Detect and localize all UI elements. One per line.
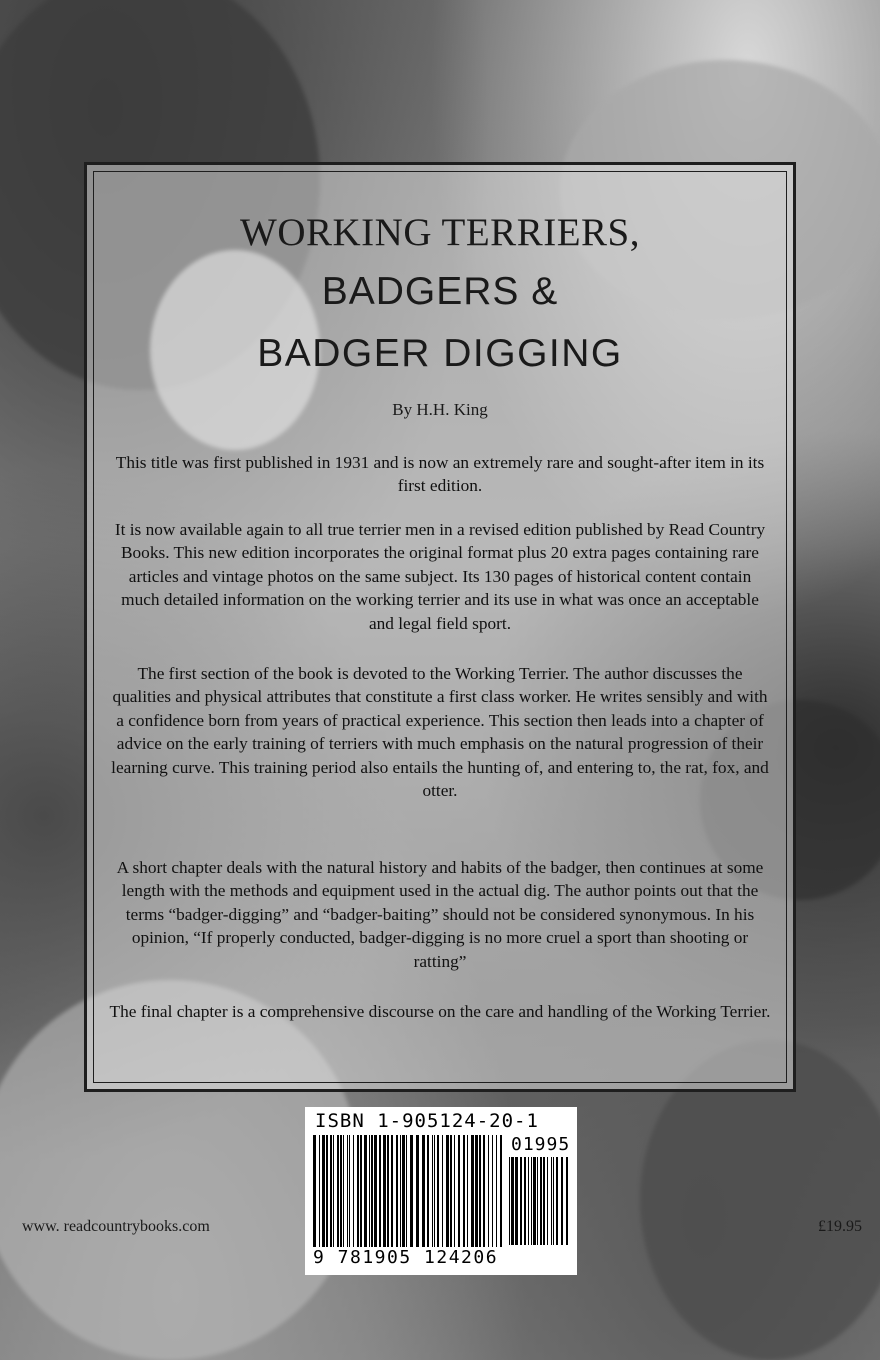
barcode-bar — [383, 1135, 386, 1247]
barcode-bar — [326, 1135, 328, 1247]
barcode-bar — [492, 1135, 493, 1247]
barcode-bar — [531, 1157, 532, 1245]
barcode-bar — [547, 1157, 548, 1245]
barcode-bar — [410, 1135, 413, 1247]
paragraph-4: A short chapter deals with the natural history and habits of the badger, then continues at some length with the methods and equipment used in the actual dig. The author points out that the terms “badger-digging” and “badger-baiting” should not be considered synonymous. In his opinion, “If properly conducted, badger-digging is no more cruel a sport than shooting or ratting” — [116, 858, 764, 971]
barcode-bar — [369, 1135, 370, 1247]
barcode-bar — [396, 1135, 398, 1247]
barcode-bar — [330, 1135, 332, 1247]
barcode-bar — [340, 1135, 342, 1247]
barcode-bar — [406, 1135, 407, 1247]
barcode-bar — [400, 1135, 401, 1247]
barcode-bar — [528, 1157, 529, 1245]
barcode-bar — [475, 1135, 478, 1247]
barcode-bar — [427, 1135, 429, 1247]
author-line: By H.H. King — [392, 400, 488, 419]
barcode-bar — [471, 1135, 474, 1247]
barcode-bar — [434, 1135, 435, 1247]
barcode-bar — [553, 1157, 554, 1245]
barcode-bar — [402, 1135, 405, 1247]
barcode-bar — [437, 1135, 439, 1247]
barcode-bar — [422, 1135, 425, 1247]
barcode-bar — [319, 1135, 320, 1247]
barcode-bar — [432, 1135, 433, 1247]
barcode-bar — [524, 1157, 526, 1245]
barcode-bar — [364, 1135, 367, 1247]
barcode-bar — [463, 1135, 465, 1247]
paragraph-2: It is now available again to all true terrier men in a revised edition published by Read Country Books. This new edition incorporates the original format plus 20 extra pages containing rare articles and vintage photos on the same subject. Its 130 pages of historical content contain much detailed information on the working terrier and its use in what was once an acceptable and legal field sport. — [114, 520, 766, 633]
barcode-bar — [446, 1135, 449, 1247]
barcode-bar — [337, 1135, 339, 1247]
barcode-bar — [533, 1157, 536, 1245]
barcode-bar — [467, 1135, 468, 1247]
price-barcode-bars — [509, 1157, 571, 1245]
barcode-bar — [561, 1157, 563, 1245]
barcode-bar — [379, 1135, 381, 1247]
price-code-digits: 01995 — [511, 1134, 571, 1155]
barcode-bar — [360, 1135, 362, 1247]
barcode-bar — [543, 1157, 545, 1245]
barcode-bar — [322, 1135, 325, 1247]
title-line-1: WORKING TERRIERS, — [240, 211, 640, 254]
barcode-bar — [483, 1135, 485, 1247]
title-line-2: BADGERS & — [321, 270, 559, 313]
paragraph-3: The first section of the book is devoted to the Working Terrier. The author discusses the qualities and physical attributes that constitute a first class worker. He writes sensibly and with a confidence born from years of practical experience. This section then leads into a chapter of advice on the early training of terriers with much emphasis on the natural progression of their learning curve. This training period also entails the hunting of, and entering to, the rat, fox, and otter. — [111, 664, 769, 801]
barcode-bar — [488, 1135, 489, 1247]
barcode-bar — [479, 1135, 481, 1247]
barcode-bar — [313, 1135, 316, 1247]
barcode-bar — [391, 1135, 393, 1247]
barcode-bar — [551, 1157, 552, 1245]
barcode-bar — [357, 1135, 359, 1247]
barcode-bar — [454, 1135, 455, 1247]
barcode-bar — [458, 1135, 460, 1247]
barcode-bar — [540, 1157, 542, 1245]
barcode-bar — [496, 1135, 497, 1247]
barcode-bar — [416, 1135, 419, 1247]
barcode-bar — [349, 1135, 350, 1247]
ean-barcode-bars — [313, 1135, 503, 1247]
paragraph-1: This title was first published in 1931 and is now an extremely rare and sought-after item in its first edition. — [115, 453, 765, 496]
barcode-bar — [520, 1157, 522, 1245]
barcode-bar — [515, 1157, 518, 1245]
price-label: £19.95 — [818, 1218, 862, 1235]
paragraph-5: The final chapter is a comprehensive discourse on the care and handling of the Working Terrier. — [109, 1002, 771, 1021]
barcode-bar — [500, 1135, 502, 1247]
barcode-bar — [509, 1157, 510, 1245]
publisher-website: www. readcountrybooks.com — [22, 1218, 210, 1235]
barcode-bar — [511, 1157, 514, 1245]
barcode-bar — [556, 1157, 558, 1245]
ean-digits: 9 781905 124206 — [313, 1247, 499, 1268]
barcode-bar — [347, 1135, 348, 1247]
barcode-bar — [353, 1135, 354, 1247]
barcode-bar — [387, 1135, 389, 1247]
title-line-3: BADGER DIGGING — [257, 332, 623, 375]
isbn-label: ISBN 1-905124-20-1 — [315, 1110, 539, 1132]
barcode-bar — [374, 1135, 377, 1247]
barcode-bar — [333, 1135, 334, 1247]
barcode-bar — [371, 1135, 373, 1247]
barcode-bar — [450, 1135, 452, 1247]
isbn-barcode — [305, 1107, 577, 1275]
barcode-bar — [442, 1135, 443, 1247]
barcode-bar — [566, 1157, 568, 1245]
barcode-bar — [537, 1157, 538, 1245]
barcode-bar — [343, 1135, 344, 1247]
